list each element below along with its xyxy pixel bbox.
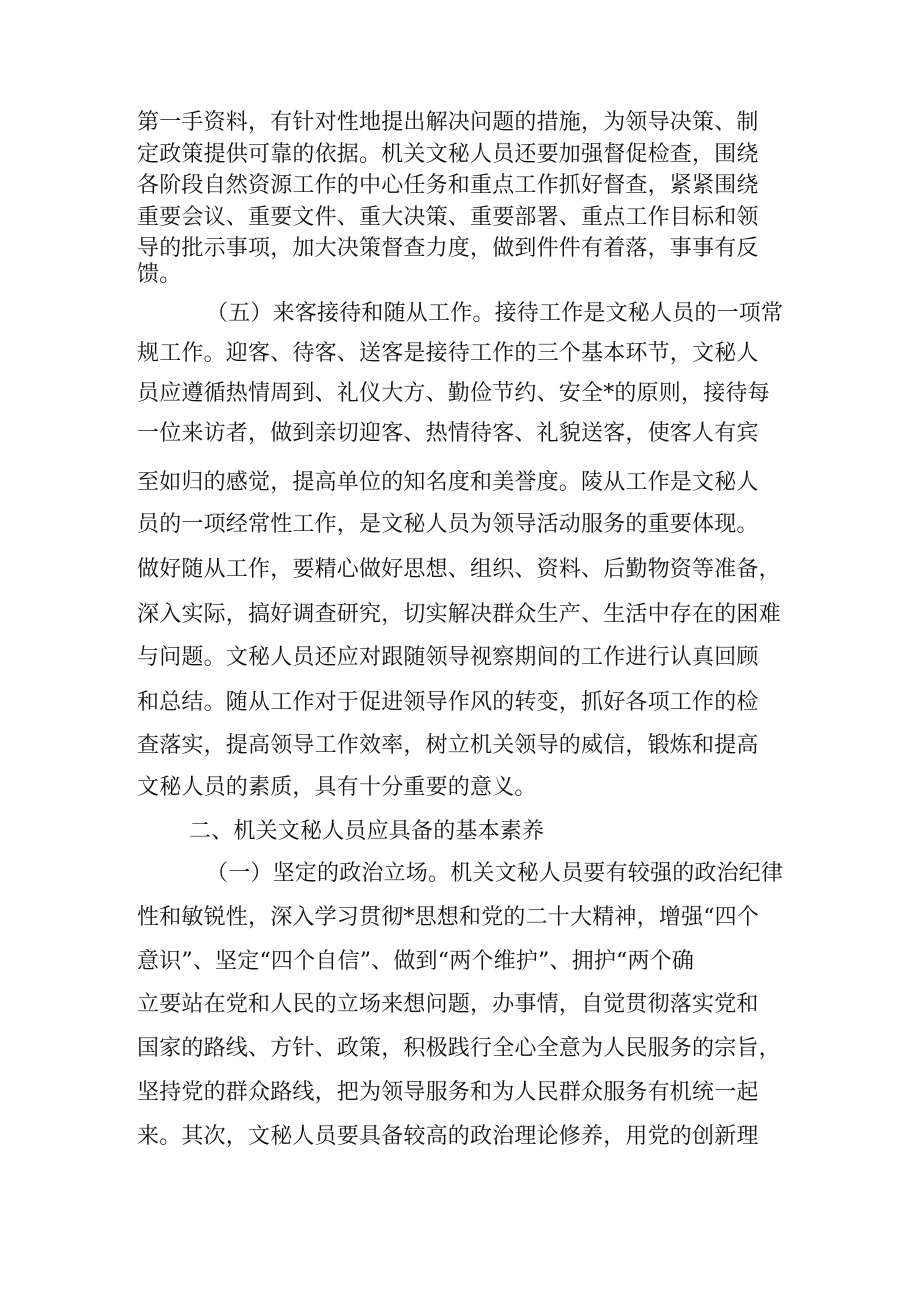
text-line: 至如归的感觉，提高单位的知名度和美誉度。陵从工作是文秘人	[137, 470, 759, 495]
section-heading: 二、机关文秘人员应具备的基本素养	[189, 819, 545, 844]
text-line: 查落实，提高领导工作效率，树立机关领导的威信，锻炼和提高	[137, 733, 759, 758]
text-line: 做好随从工作，要精心做好思想、组织、资料、后勤物资等准备，	[137, 557, 781, 582]
text-line: 第一手资料，有针对性地提出解决问题的措施，为领导决策、制	[137, 110, 759, 135]
text-line: 性和敏锐性，深入学习贯彻*思想和党的二十大精神，增强“四个	[137, 905, 760, 930]
text-line: 来。其次，文秘人员要具备较高的政治理论修养，用党的创新理	[137, 1124, 759, 1149]
text-line: 国家的路线、方针、政策，积极践行全心全意为人民服务的宗旨，	[137, 1036, 781, 1061]
text-line: 意识”、坚定“四个自信”、做到“两个维护”、拥护“两个确	[137, 949, 695, 974]
text-line: 定政策提供可靠的依据。机关文秘人员还要加强督促检查，围绕	[137, 142, 759, 167]
text-line: 员应遵循热情周到、礼仪大方、勤俭节约、安全*的原则，接待每	[137, 381, 770, 406]
text-line: 各阶段自然资源工作的中心任务和重点工作抓好督查，紧紧围绕	[137, 173, 759, 198]
text-line: （一）坚定的政治立场。机关文秘人员要有较强的政治纪律	[206, 861, 784, 886]
text-line: 员的一项经常性工作，是文秘人员为领导活动服务的重要体现。	[137, 512, 759, 537]
text-line: 深入实际，搞好调查研究，切实解决群众生产、生活中存在的困难	[137, 602, 781, 627]
text-line: 文秘人员的素质，具有十分重要的意义。	[137, 775, 537, 800]
text-line: 重要会议、重要文件、重大决策、重要部署、重点工作目标和领	[137, 205, 759, 230]
text-line: 和总结。随从工作对于促进领导作风的转变，抓好各项工作的检	[137, 690, 759, 715]
text-line: 规工作。迎客、待客、送客是接待工作的三个基本环节，文秘人	[137, 341, 759, 366]
text-line: 馈。	[137, 262, 182, 287]
text-line: 与问题。文秘人员还应对跟随领导视察期间的工作进行认真回顾	[137, 645, 759, 670]
text-line: 坚持党的群众路线，把为领导服务和为人民群众服务有机统一起	[137, 1080, 759, 1105]
text-line: 一位来访者，做到亲切迎客、热情待客、礼貌送客，使客人有宾	[137, 421, 759, 446]
text-line: 导的批示事项，加大决策督查力度，做到件件有着落，事事有反	[137, 236, 759, 261]
text-line: 立要站在党和人民的立场来想问题，办事情，自觉贯彻落实党和	[137, 992, 759, 1017]
text-line: （五）来客接待和随从工作。接待工作是文秘人员的一项常	[206, 301, 784, 326]
